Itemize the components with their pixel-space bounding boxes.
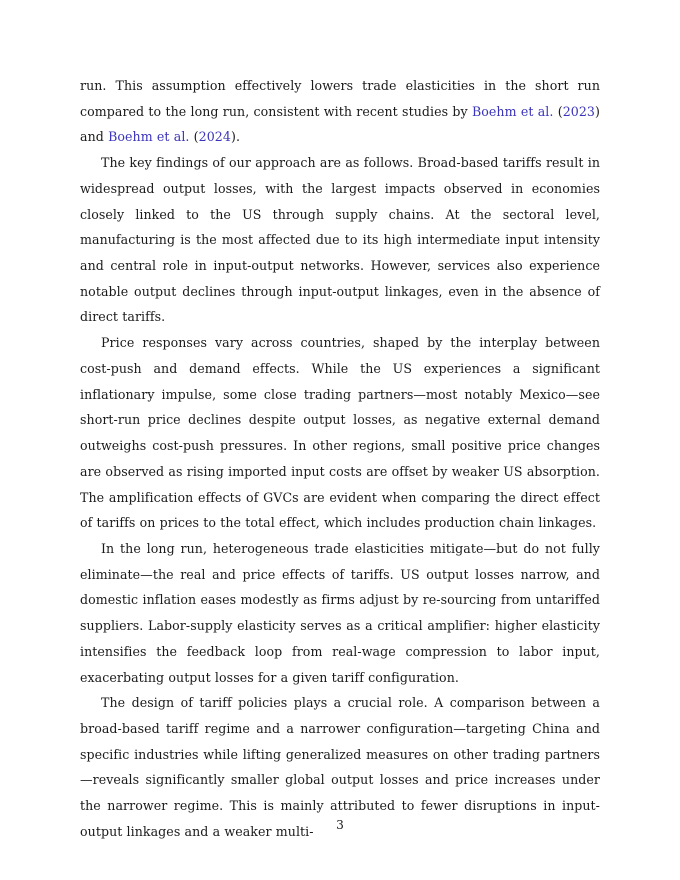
para-key-findings (80, 150, 600, 330)
body-text-run: Price responses vary across countries, shaped by the interplay between cost-push and demand effects. While the US experiences a significant inflationary impulse, some close trading partners—most notably Mexico—see short-run price declines despite output losses, as negative external demand outweighs cost-push pressures. In other regions, small positive price changes are observed as rising imported input costs are offset by weaker US absorption. The amplification effects of GVCs are evident when comparing the direct effect of tariffs on prices to the total effect, which includes production chain linkages. (80, 335, 600, 531)
body-text-run: In the long run, heterogeneous trade elasticities mitigate—but do not fully eliminate—the real and price effects of tariffs. US output losses narrow, and domestic inflation eases modestly as firms adjust by re-sourcing from untariffed suppliers. Labor-supply elasticity serves as a critical amplifier: higher elasticity intensifies the feedback loop from real-wage compression to labor input, exacerbating output losses for a given tariff configuration. (80, 540, 600, 685)
body-text-column (80, 73, 600, 845)
para-continuation-trade-elasticities (80, 73, 600, 150)
para-price-responses (80, 330, 600, 536)
body-text-run: ). (230, 129, 241, 145)
body-text-run: ) and (80, 103, 600, 145)
para-long-run (80, 536, 600, 690)
body-text-run: run. This assumption effectively lowers trade elasticities in the short run compared to the long run, consistent with recent studies by (80, 78, 600, 119)
page-number: 3 (336, 818, 344, 832)
citation-link[interactable]: Boehm et al. (471, 103, 554, 119)
body-text-run: The design of tariff policies plays a crucial role. A comparison between a broad-based tariff regime and a narrower configuration—targeting China and specific industries while lifting generalized measures on other trading partners—reveals significantly smaller global output losses and price increases under the narrower regime. This is mainly attributed to fewer disruptions in input-output linkages and a weaker multi- (80, 695, 600, 839)
body-text-run: ( (189, 129, 199, 145)
citation-link[interactable]: 2024 (198, 129, 231, 145)
citation-link[interactable]: Boehm et al. (108, 129, 190, 145)
body-text-run: ( (553, 103, 563, 119)
citation-link[interactable]: 2023 (562, 103, 596, 119)
body-text-run: The key findings of our approach are as follows. Broad-based tariffs result in widespread output losses, with the largest impacts observed in economies closely linked to the US through supply chains. At the sectoral level, manufacturing is the most affected due to its high intermediate input intensity and central role in input-output networks. However, services also experience notable output declines through input-output linkages, even in the absence of direct tariffs. (80, 155, 600, 325)
